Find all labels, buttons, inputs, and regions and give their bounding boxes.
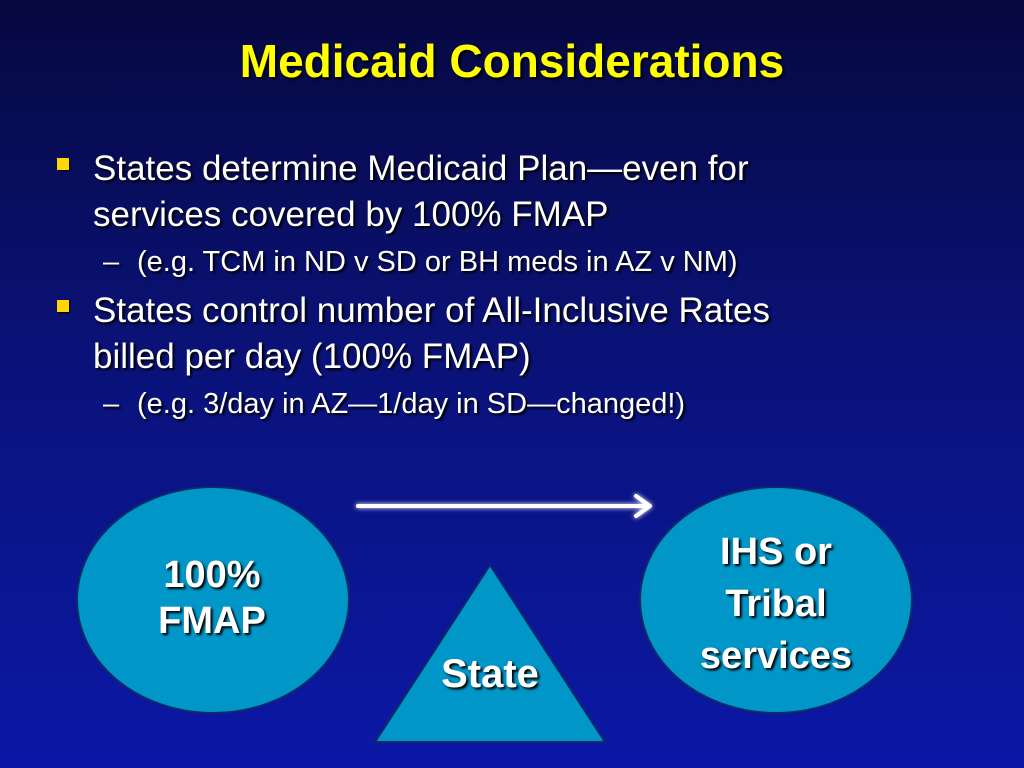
left-ellipse-line-1: 100% — [163, 554, 261, 596]
dash-bullet-icon: – — [103, 388, 120, 420]
bullet-1-line-2: services covered by 100% FMAP — [93, 195, 609, 234]
right-ellipse-line-3: services — [699, 635, 853, 677]
bullet-2-line-2: billed per day (100% FMAP) — [93, 337, 531, 376]
slide-title: Medicaid Considerations — [239, 35, 785, 87]
bullet-1-line-1: States determine Medicaid Plan—even for — [93, 149, 749, 188]
left-ellipse-label — [112, 552, 312, 644]
sub-bullet-1-text: (e.g. TCM in ND v SD or BH meds in AZ v NM) — [137, 246, 738, 278]
arrow — [358, 496, 650, 516]
right-ellipse-line-2: Tribal — [725, 583, 827, 625]
sub-bullet-2-text: (e.g. 3/day in AZ—1/day in SD—changed!) — [137, 388, 686, 420]
dash-bullet-icon: – — [103, 246, 120, 278]
right-ellipse-label — [645, 526, 907, 682]
bullet-2-line-1: States control number of All-Inclusive Rates — [93, 291, 770, 330]
right-ellipse-line-1: IHS or — [720, 531, 832, 573]
triangle-label: State — [441, 652, 539, 696]
left-ellipse-line-2: FMAP — [158, 600, 266, 642]
